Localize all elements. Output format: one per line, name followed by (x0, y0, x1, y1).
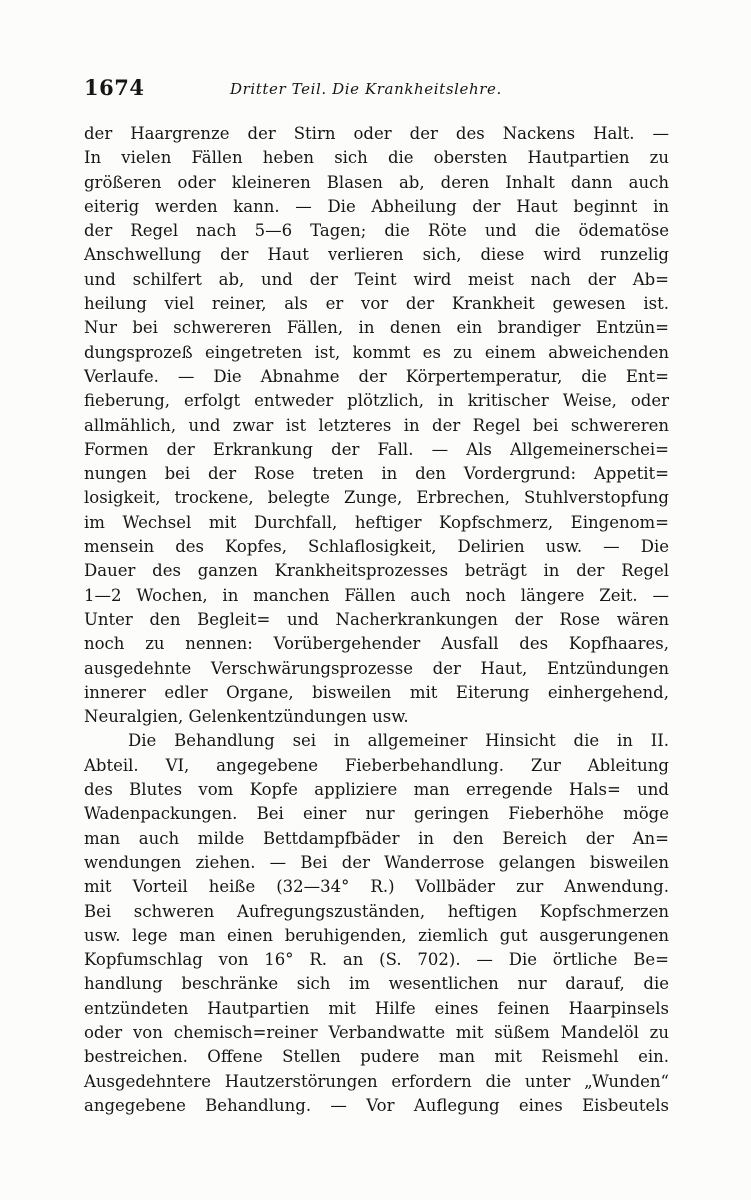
text-line: bestreichen. Offene Stellen pudere man mit Reismehl ein. (84, 1047, 669, 1067)
text-line: man auch milde Bettdampfbäder in den Bereich der An= (84, 828, 669, 848)
running-head: Dritter Teil. Die Krankheitslehre. (230, 80, 502, 98)
text-line: Formen der Erkrankung der Fall. — Als Allgemeinerschei= (84, 439, 669, 459)
text-line: Wadenpackungen. Bei einer nur geringen Fieberhöhe möge (84, 804, 669, 824)
text-line: Nur bei schwereren Fällen, in denen ein brandiger Entzün= (84, 318, 669, 338)
text-line: des Blutes vom Kopfe appliziere man erregende Hals= und (84, 780, 669, 800)
text-line: Abteil. VI, angegebene Fieberbehandlung. Zur Ableitung (84, 755, 669, 775)
text-line: entzündeten Hautpartien mit Hilfe eines feinen Haarpinsels (84, 998, 669, 1018)
text-line: heilung viel reiner, als er vor der Krankheit gewesen ist. (84, 294, 669, 314)
text-line: größeren oder kleineren Blasen ab, deren Inhalt dann auch (84, 172, 669, 192)
text-line: im Wechsel mit Durchfall, heftiger Kopfschmerz, Eingenom= (84, 512, 669, 532)
text-line: In vielen Fällen heben sich die obersten Hautpartien zu (84, 148, 669, 168)
text-line: innerer edler Organe, bisweilen mit Eiterung einhergehend, (84, 682, 669, 702)
text-line: Bei schweren Aufregungszuständen, heftigen Kopfschmerzen (84, 901, 669, 921)
text-line: dungsprozeß eingetreten ist, kommt es zu einem abweichenden (84, 342, 669, 362)
text-line: Neuralgien, Gelenkentzündungen usw. (84, 707, 409, 727)
text-line: handlung beschränke sich im wesentlichen nur darauf, die (84, 974, 669, 994)
page-header (84, 74, 674, 104)
text-line: der Regel nach 5—6 Tagen; die Röte und die ödematöse (84, 221, 669, 241)
text-line: mit Vorteil heiße (32—34° R.) Vollbäder zur Anwendung. (84, 877, 669, 897)
text-line: der Haargrenze der Stirn oder der des Nackens Halt. — (84, 124, 669, 143)
text-line: mensein des Kopfes, Schlaflosigkeit, Delirien usw. — Die (84, 537, 669, 557)
text-line: allmählich, und zwar ist letzteres in der Regel bei schwereren (84, 415, 669, 435)
text-line: losigkeit, trockene, belegte Zunge, Erbrechen, Stuhlverstopfung (84, 488, 669, 508)
text-line: eiterig werden kann. — Die Abheilung der Haut beginnt in (84, 196, 669, 216)
text-line: Dauer des ganzen Krankheitsprozesses beträgt in der Regel (84, 561, 669, 581)
text-line: Kopfumschlag von 16° R. an (S. 702). — Die örtliche Be= (84, 950, 669, 970)
text-line: noch zu nennen: Vorübergehender Ausfall des Kopfhaares, (84, 634, 669, 654)
paragraph (84, 729, 669, 1118)
page-number: 1674 (84, 75, 145, 100)
text-line: usw. lege man einen beruhigenden, ziemlich gut ausgerungenen (84, 925, 669, 945)
text-line: oder von chemisch=reiner Verbandwatte mit süßem Mandelöl zu (84, 1022, 669, 1042)
text-line: wendungen ziehen. — Bei der Wanderrose gelangen bisweilen (84, 852, 669, 872)
body-text (84, 122, 669, 1118)
text-line: nungen bei der Rose treten in den Vordergrund: Appetit= (84, 464, 669, 484)
text-line: Die Behandlung sei in allgemeiner Hinsicht die in II. (128, 731, 669, 751)
text-line: Anschwellung der Haut verlieren sich, diese wird runzelig (84, 245, 669, 265)
text-line: ausgedehnte Verschwärungsprozesse der Haut, Entzündungen (84, 658, 669, 678)
text-line: 1—2 Wochen, in manchen Fällen auch noch längere Zeit. — (84, 585, 669, 605)
text-line: Verlaufe. — Die Abnahme der Körpertemperatur, die Ent= (84, 366, 669, 386)
text-line: und schilfert ab, und der Teint wird meist nach der Ab= (84, 269, 669, 289)
paragraph (84, 122, 669, 729)
text-line: angegebene Behandlung. — Vor Auflegung eines Eisbeutels (84, 1095, 669, 1115)
text-line: fieberung, erfolgt entweder plötzlich, in kritischer Weise, oder (84, 391, 669, 411)
text-line: Unter den Begleit= und Nacherkrankungen der Rose wären (84, 609, 669, 629)
text-line: Ausgedehntere Hautzerstörungen erfordern die unter „Wunden“ (84, 1071, 669, 1091)
